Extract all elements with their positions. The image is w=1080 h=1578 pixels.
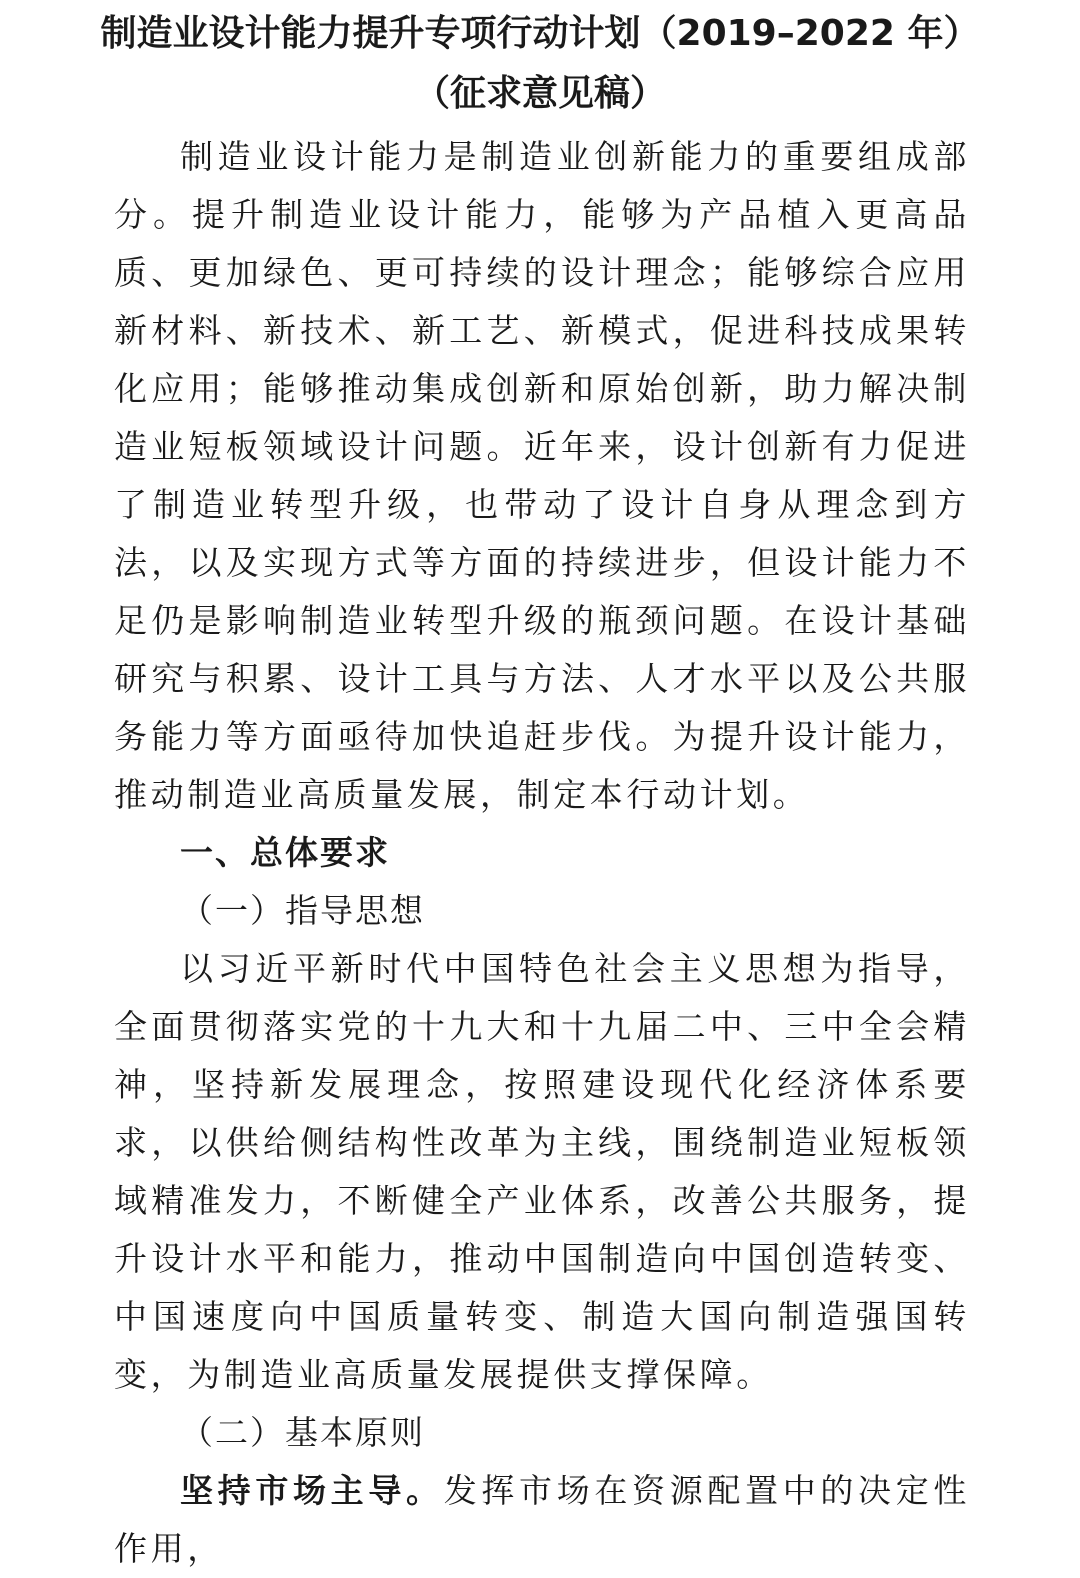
principle-text: 发挥市场在资源配置中的决定性作用， <box>114 1471 970 1568</box>
subsection-heading-guiding-ideology <box>114 882 970 940</box>
subsection-heading-basic-principles <box>114 1404 970 1462</box>
section-heading-general-requirements: 一、总体要求 <box>180 833 390 872</box>
subsection-heading-guiding-ideology-text: （一）指导思想 <box>180 891 425 930</box>
intro-paragraph: 制造业设计能力是制造业创新能力的重要组成部分。提升制造业设计能力，能够为产品植入更高品质、更加绿色、更可持续的设计理念；能够综合应用新材料、新技术、新工艺、新模式，促进科技成果转化应用；能够推动集成创新和原始创新，助力解决制造业短板领域设计问题。近年来，设计创新有力促进了制造业转型升级，也带动了设计自身从理念到方法，以及实现方式等方面的持续进步，但设计能力不足仍是影响制造业转型升级的瓶颈问题。在设计基础研究与积累、设计工具与方法、人才水平以及公共服务能力等方面亟待加快追赶步伐。为提升设计能力，推动制造业高质量发展，制定本行动计划。 <box>114 137 970 814</box>
principle-lead: 坚持市场主导。 <box>180 1471 444 1510</box>
document-title: 制造业设计能力提升专项行动计划（2019–2022 年） <box>100 13 980 54</box>
principle-paragraph <box>114 1462 970 1578</box>
document-subtitle: （征求意见稿） <box>413 73 666 114</box>
document-body <box>114 128 970 1578</box>
guiding-ideology-paragraph: 以习近平新时代中国特色社会主义思想为指导，全面贯彻落实党的十九大和十九届二中、三中全会精神，坚持新发展理念，按照建设现代化经济体系要求，以供给侧结构性改革为主线，围绕制造业短板领域精准发力，不断健全产业体系，改善公共服务，提升设计水平和能力，推动中国制造向中国创造转变、中国速度向中国质量转变、制造大国向制造强国转变，为制造业高质量发展提供支撑保障。 <box>114 949 970 1394</box>
subsection-heading-basic-principles-text: （二）基本原则 <box>180 1413 425 1452</box>
